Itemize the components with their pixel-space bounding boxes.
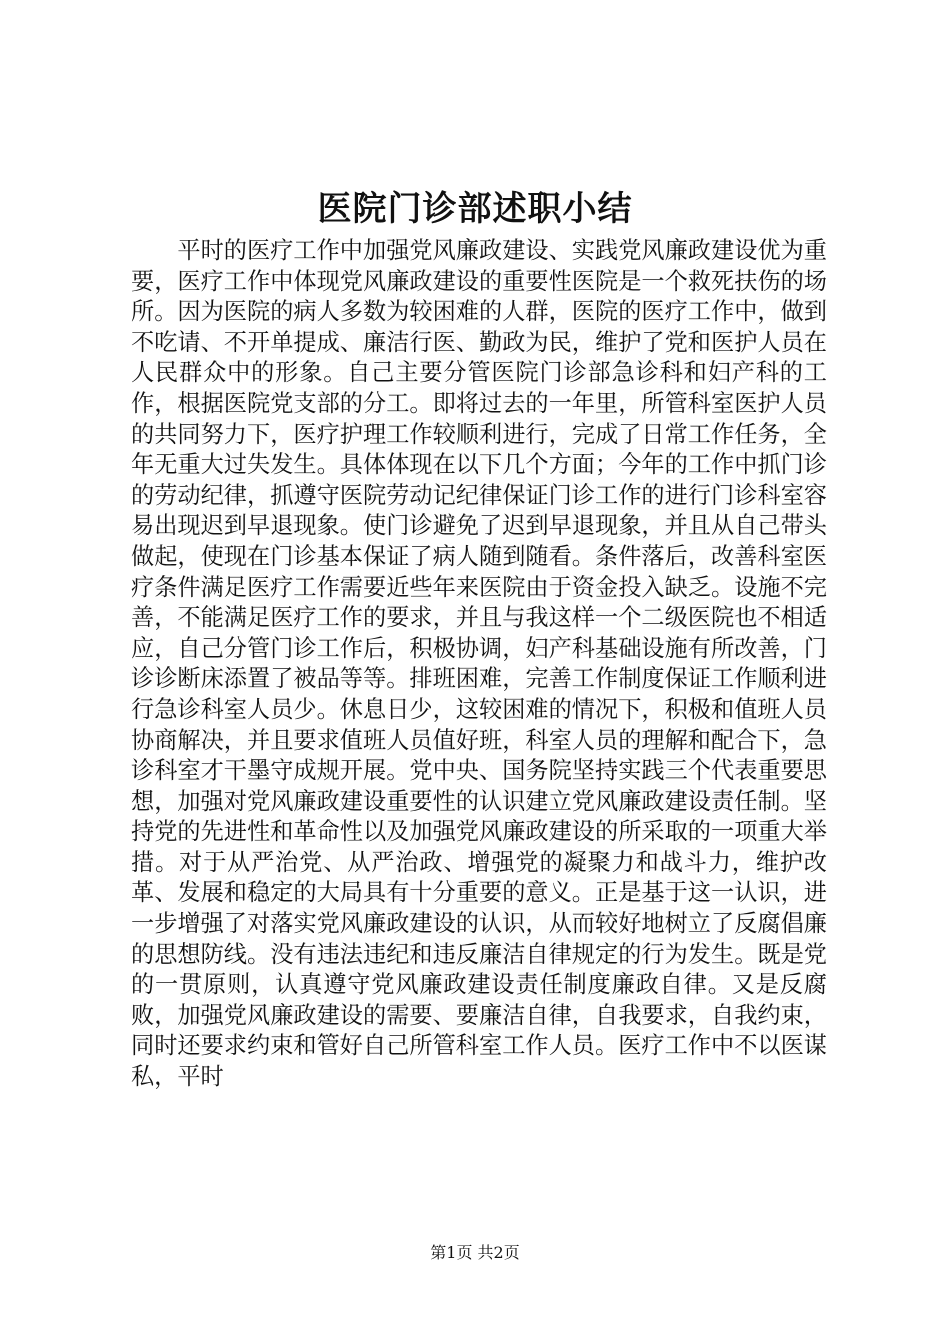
document-title: 医院门诊部述职小结 <box>317 189 633 229</box>
page-footer: 第1页 共2页 <box>430 1243 520 1262</box>
document-body: 平时的医疗工作中加强党风廉政建设、实践党风廉政建设优为重要，医疗工作中体现党风廉政建设的重要性医院是一个救死扶伤的场所。因为医院的病人多数为较困难的人群，医院的医疗工作中，做到不吃请、不开单提成、廉洁行医、勤政为民，维护了党和医护人员在人民群众中的形象。自己主要分管医院门诊部急诊科和妇产科的工作，根据医院党支部的分工。即将过去的一年里，所管科室医护人员的共同努力下，医疗护理工作较顺利进行，完成了日常工作任务，全年无重大过失发生。具体体现在以下几个方面；今年的工作中抓门诊的劳动纪律，抓遵守医院劳动记纪律保证门诊工作的进行门诊科室容易出现迟到早退现象。使门诊避免了迟到早退现象，并且从自己带头做起，使现在门诊基本保证了病人随到随看。条件落后，改善科室医疗条件满足医疗工作需要近些年来医院由于资金投入缺乏。设施不完善，不能满足医疗工作的要求，并且与我这样一个二级医院也不相适应，自己分管门诊工作后，积极协调，妇产科基础设施有所改善，门诊诊断床添置了被品等等。排班困难，完善工作制度保证工作顺利进行急诊科室人员少。休息日少，这较困难的情况下，积极和值班人员协商解决，并且要求值班人员值好班，科室人员的理解和配合下，急诊科室才干墨守成规开展。党中央、国务院坚持实践三个代表重要思想，加强对党风廉政建设重要性的认识建立党风廉政建设责任制。坚持党的先进性和革命性以及加强党风廉政建设的所采取的一项重大举措。对于从严治党、从严治政、增强党的凝聚力和战斗力，维护改革、发展和稳定的大局具有十分重要的意义。正是基于这一认识，进一步增强了对落实党风廉政建设的认识，从而较好地树立了反腐倡廉的思想防线。没有违法违纪和违反廉洁自律规定的行为发生。既是党的一贯原则，认真遵守党风廉政建设责任制度廉政自律。又是反腐败，加强党风廉政建设的需要、要廉洁自律，自我要求，自我约束，同时还要求约束和管好自己所管科室工作人员。医疗工作中不以医谋私，平时 <box>131 237 827 1091</box>
